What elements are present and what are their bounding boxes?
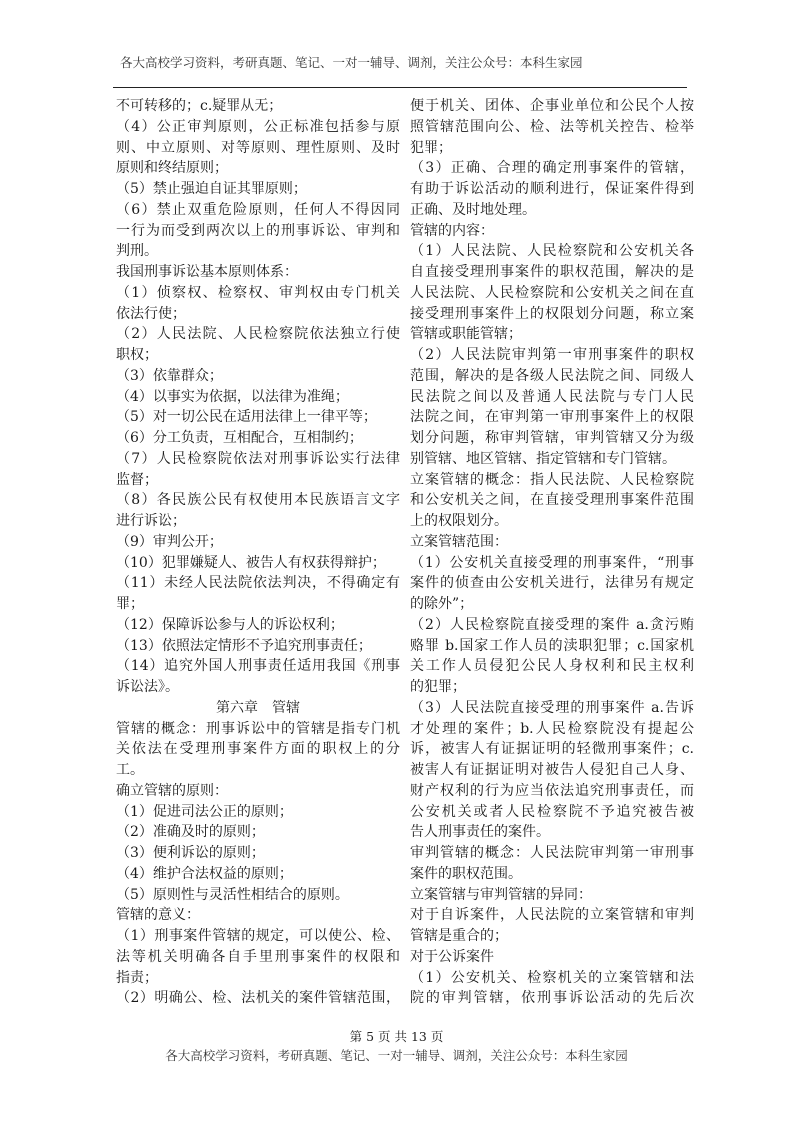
text-line: （2）人民法院审判第一审刑事案件的职权 xyxy=(410,347,694,363)
paragraph xyxy=(116,719,400,781)
paragraph xyxy=(116,387,400,408)
right-column xyxy=(410,96,694,1009)
text-line: 我国刑事诉讼基本原则体系： xyxy=(116,264,298,280)
text-line: （5）禁止强迫自证其罪原则； xyxy=(116,181,307,197)
page-number: 第 5 页 共 13 页 xyxy=(349,1029,444,1044)
text-line: 职权； xyxy=(116,347,158,363)
text-line: 进行诉讼； xyxy=(116,513,186,529)
paragraph xyxy=(410,241,694,345)
text-line: 罪； xyxy=(116,596,144,612)
paragraph xyxy=(116,781,400,802)
text-line: （2）明确公、检、法机关的案件管辖范围， xyxy=(116,990,400,1007)
text-line: 依法行使； xyxy=(116,305,186,322)
text-line: （8）各民族公民有权使用本民族语言文字 xyxy=(116,492,400,509)
paragraph xyxy=(116,262,400,283)
text-line: 工。 xyxy=(116,762,144,778)
paragraph xyxy=(410,470,694,532)
paragraph xyxy=(116,490,400,532)
text-line: （1）公安机关、检察机关的立案管辖和法 xyxy=(410,969,694,986)
text-line: （11）未经人民法院依法判决，不得确定有 xyxy=(116,575,400,592)
text-line: （1）刑事案件管辖的规定，可以使公、检、 xyxy=(116,928,400,944)
text-line: （2）准确及时的原则； xyxy=(116,824,265,841)
paragraph xyxy=(410,158,694,220)
text-line: 立案管辖范围： xyxy=(410,533,508,550)
text-line: 便于机关、团体、企事业单位和公民个人按 xyxy=(410,98,694,114)
paragraph xyxy=(410,615,694,698)
paragraph xyxy=(116,885,400,906)
paragraph xyxy=(116,324,400,366)
chapter-heading-text: 第六章 管辖 xyxy=(216,699,300,716)
text-line: 别管辖、地区管辖、指定管辖和专门管辖。 xyxy=(410,450,676,467)
text-line: 不可转移的；c.疑罪从无； xyxy=(116,98,283,114)
text-line: 照管辖范围向公、检、法等机关控告、检举 xyxy=(410,118,694,135)
text-line: （4）公正审判原则，公正标准包括参与原 xyxy=(116,118,400,135)
text-line: （9）审判公开； xyxy=(116,533,223,550)
header-divider xyxy=(113,87,687,88)
text-line: （7）人民检察院依法对刑事诉讼实行法律 xyxy=(116,450,400,467)
text-line: 对于公诉案件 xyxy=(410,948,494,965)
text-line: （1）公安机关直接受理的刑事案件，“刑事 xyxy=(410,554,694,571)
text-line: 自直接受理刑事案件的职权范围，解决的是 xyxy=(410,264,694,280)
page-footer: 各大高校学习资料，考研真题、笔记、一对一辅导、调剂，关注公众号：本科生家园 xyxy=(165,1048,628,1063)
text-line: 财产权利的行为应当依法追究刑事责任，而 xyxy=(410,782,694,799)
text-line: 的除外”； xyxy=(410,596,474,612)
text-line: 对于自诉案件，人民法院的立案管辖和审判 xyxy=(410,907,694,924)
text-line: （1）人民法院、人民检察院和公安机关各 xyxy=(410,243,694,260)
paragraph xyxy=(410,96,694,158)
text-line: 院的审判管辖，依刑事诉讼活动的先后次 xyxy=(410,990,694,1007)
text-line: 公安机关或者人民检察院不予追究被告被 xyxy=(410,803,694,820)
paragraph xyxy=(116,864,400,885)
text-line: 正确、及时地处理。 xyxy=(410,201,536,218)
text-line: 一行为而受到两次以上的刑事诉讼、审判和 xyxy=(116,222,400,239)
paragraph xyxy=(116,200,400,262)
text-line: 管辖的内容： xyxy=(410,222,494,239)
text-line: 案件的侦查由公安机关进行，法律另有规定 xyxy=(410,575,694,592)
paragraph xyxy=(116,843,400,864)
text-line: 接受理刑事案件上的权限划分问题，称立案 xyxy=(410,305,694,322)
text-line: 管辖的概念：刑事诉讼中的管辖是指专门机 xyxy=(116,720,400,737)
text-line: 被害人有证据证明对被告人侵犯自己人身、 xyxy=(410,762,694,778)
text-line: 诉讼法》。 xyxy=(116,679,179,695)
text-line: （6）禁止双重危险原则，任何人不得因同 xyxy=(116,201,400,218)
left-column xyxy=(116,96,400,1009)
paragraph xyxy=(116,96,400,117)
text-line: （5）对一切公民在适用法律上一律平等； xyxy=(116,409,377,426)
paragraph xyxy=(116,366,400,387)
text-line: （5）原则性与灵活性相结合的原则。 xyxy=(116,886,349,903)
paragraph xyxy=(410,885,694,906)
text-line: 才处理的案件；b.人民检察院没有提起公 xyxy=(410,720,694,737)
text-line: 犯罪； xyxy=(410,139,452,156)
text-line: （13）依照法定情形不予追究刑事责任； xyxy=(116,637,372,654)
text-line: 范围，解决的是各级人民法院之间、同级人 xyxy=(410,367,694,384)
text-line: （1）促进司法公正的原则； xyxy=(116,803,293,820)
text-line: 的犯罪； xyxy=(410,679,466,695)
paragraph xyxy=(116,179,400,200)
text-line: 管辖或职能管辖； xyxy=(410,326,522,343)
text-line: 民法院之间以及普通人民法院与专门人民 xyxy=(410,388,694,405)
paragraph xyxy=(116,532,400,553)
text-line: （2）人民法院、人民检察院依法独立行使 xyxy=(116,326,400,343)
text-line: （14）追究外国人刑事责任适用我国《刑事 xyxy=(116,658,400,675)
paragraph xyxy=(116,802,400,823)
paragraph xyxy=(410,698,694,843)
paragraph xyxy=(116,449,400,491)
paragraph xyxy=(410,968,694,1010)
paragraph xyxy=(410,905,694,947)
text-line: 告人刑事责任的案件。 xyxy=(410,824,550,841)
text-line: （3）便利诉讼的原则； xyxy=(116,845,265,861)
paragraph xyxy=(116,905,400,926)
text-line: 监督； xyxy=(116,471,158,488)
text-line: 原则和终结原则； xyxy=(116,160,228,177)
text-line: 立案管辖的概念：指人民法院、人民检察院 xyxy=(410,471,694,488)
paragraph xyxy=(410,553,694,615)
text-line: 关工作人员侵犯公民人身权利和民主权利 xyxy=(410,658,694,675)
text-line: 法等机关明确各自手里刑事案件的权限和 xyxy=(116,948,400,965)
text-line: 管辖是重合的； xyxy=(410,928,508,944)
text-line: 和公安机关之间，在直接受理刑事案件范围 xyxy=(410,492,694,509)
text-line: 人民法院、人民检察院和公安机关之间在直 xyxy=(410,284,694,301)
text-line: （4）维护合法权益的原则； xyxy=(116,865,293,882)
paragraph xyxy=(116,428,400,449)
text-line: （2）人民检察院直接受理的案件 a.贪污贿 xyxy=(410,616,694,633)
text-line: （1）侦察权、检察权、审判权由专门机关 xyxy=(116,284,400,301)
paragraph xyxy=(116,656,400,698)
text-line: 法院之间，在审判第一审刑事案件上的权限 xyxy=(410,409,694,426)
text-line: （4）以事实为依据，以法律为准绳； xyxy=(116,388,349,405)
text-line: （3）依靠群众； xyxy=(116,367,223,384)
paragraph xyxy=(116,926,400,988)
text-line: 案件的职权范围。 xyxy=(410,865,522,882)
text-line: （12）保障诉讼参与人的诉讼权利； xyxy=(116,616,344,633)
paragraph xyxy=(116,822,400,843)
text-line: （3）人民法院直接受理的刑事案件 a.告诉 xyxy=(410,699,694,716)
paragraph xyxy=(116,573,400,615)
text-line: 管辖的意义： xyxy=(116,907,200,924)
text-line: （3）正确、合理的确定刑事案件的管辖， xyxy=(410,160,694,177)
text-line: （6）分工负责，互相配合，互相制约； xyxy=(116,430,363,446)
text-line: 划分问题，称审判管辖，审判管辖又分为级 xyxy=(410,430,694,446)
paragraph xyxy=(410,221,694,242)
paragraph xyxy=(116,636,400,657)
text-line: 指责； xyxy=(116,969,158,986)
text-line: 有助于诉讼活动的顺利进行，保证案件得到 xyxy=(410,181,694,197)
paragraph xyxy=(410,532,694,553)
paragraph xyxy=(410,345,694,470)
text-line: 判刑。 xyxy=(116,243,158,260)
text-line: （10）犯罪嫌疑人、被告人有权获得辩护； xyxy=(116,554,386,571)
page-header: 各大高校学习资料，考研真题、笔记、一对一辅导、调剂，关注公众号：本科生家园 xyxy=(120,55,583,70)
text-line: 审判管辖的概念：人民法院审判第一审刑事 xyxy=(410,845,694,861)
paragraph xyxy=(116,283,400,325)
paragraph xyxy=(410,947,694,968)
text-line: 立案管辖与审判管辖的异同： xyxy=(410,886,592,903)
paragraph xyxy=(116,988,400,1009)
text-line: 诉，被害人有证据证明的轻微刑事案件；c. xyxy=(410,741,694,758)
chapter-heading xyxy=(116,698,400,719)
text-line: 关依法在受理刑事案件方面的职权上的分 xyxy=(116,741,400,758)
paragraph xyxy=(410,843,694,885)
text-line: 则、中立原则、对等原则、理性原则、及时 xyxy=(116,139,400,156)
paragraph xyxy=(116,553,400,574)
paragraph xyxy=(116,615,400,636)
paragraph xyxy=(116,117,400,179)
paragraph xyxy=(116,407,400,428)
text-line: 确立管辖的原则： xyxy=(116,782,228,799)
text-line: 赂罪 b.国家工作人员的渎职犯罪；c.国家机 xyxy=(410,637,694,654)
text-line: 上的权限划分。 xyxy=(410,513,508,529)
